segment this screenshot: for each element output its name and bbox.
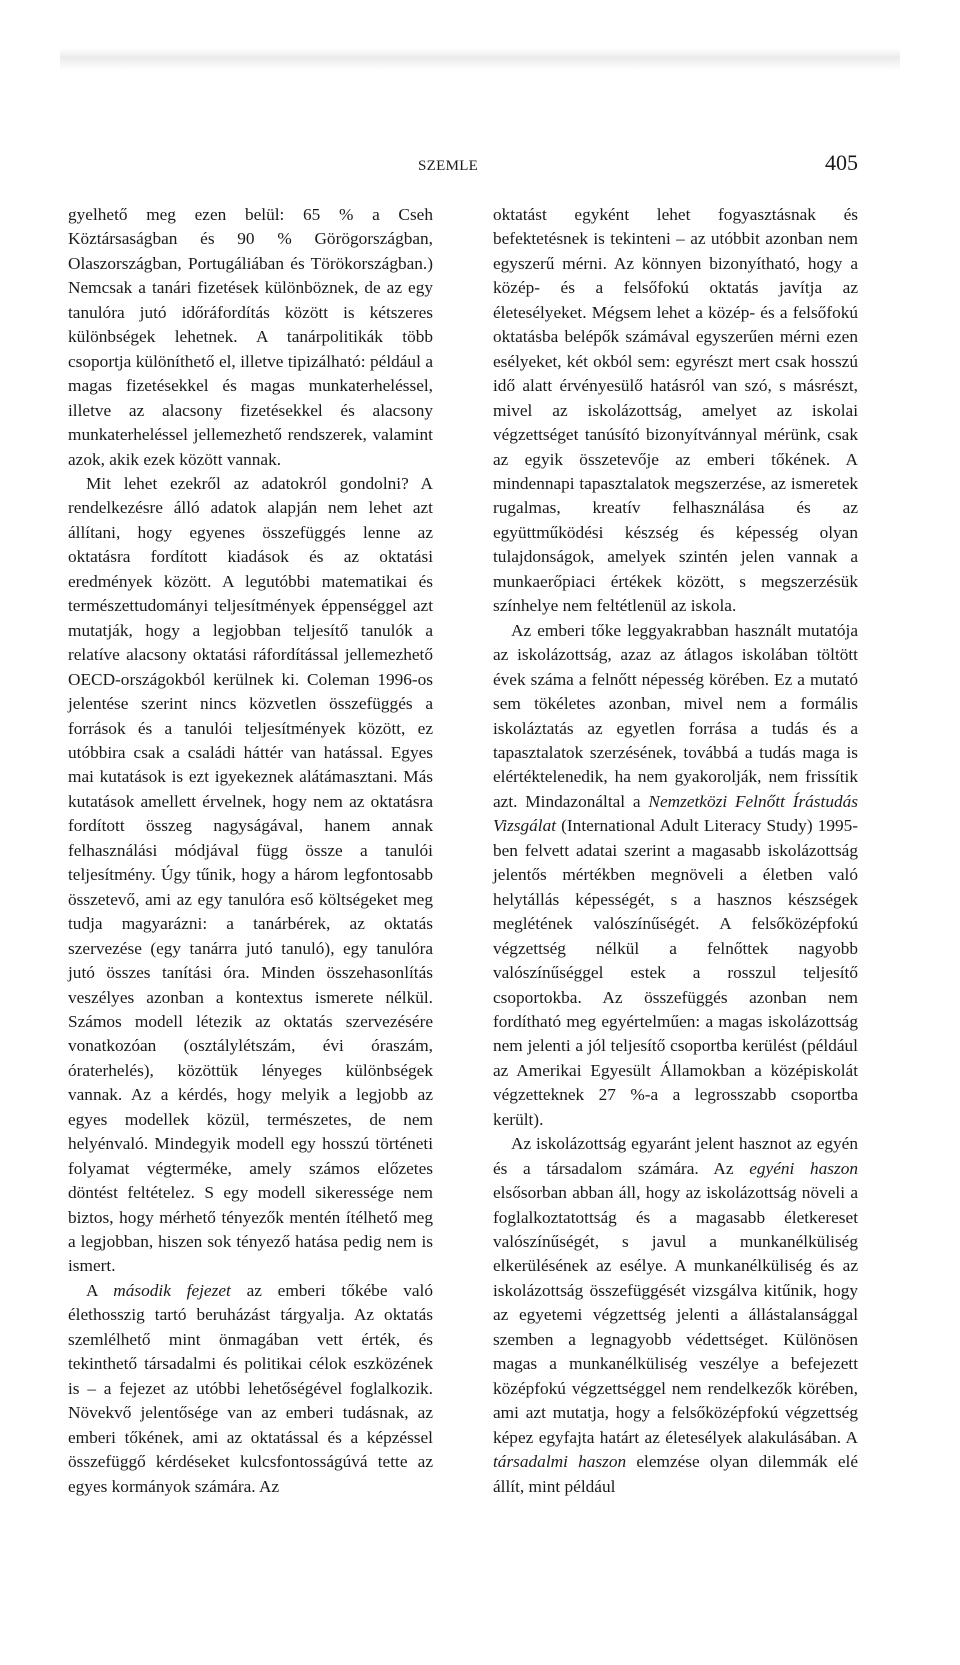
text-run: (International Adult Literacy Study) 1995-ben felvett adatai szerint a magasabb iskolázottság jelentős mértékben megnöveli a életben való helytállás képességét, s a hasznos készségek meglétének valószínűségét. A felsőközépfokú végzettség nélkül a felnőttek nagyobb valószínűséggel estek a rosszul teljesítő csoportokba. Az összefüggés azonban nem fordítható meg egyértelműen: a magas iskolázottság nem jelenti a jól teljesítő csoportba kerülést (például az Amerikai Egyesült Államokban a középiskolát végzetteknek 27 %-a a legrosszabb csoportba került). <box>493 816 858 1129</box>
text-run: elemzése olyan dilemmák elé állít, mint például <box>493 1452 858 1496</box>
paragraph: oktatást egyként lehet fogyasztásnak és befektetésnek is tekinteni – az utóbbit azonban nem egyszerű mérni. Az könnyen bizonyítható, hogy a közép- és a felsőfokú oktatás javítja az életesélyeket. Mégsem lehet a közép- és a felsőfokú oktatásba belépők számával egyszerűen mérni ezen esélyeket, két okból sem: egyrészt mert csak hosszú idő alatt érvényesülő hatásról van szó, s másrészt, mivel az iskolázottság, amelyet az iskolai végzettséget tanúsító bizonyítvánnyal mérünk, csak az egyik összetevője az emberi tőkének. A mindennapi tapasztalatok megszerzése, az ismeretek rugalmas, kreatív felhasználása és az együttműködési készség és képesség olyan tulajdonságok, amelyek szintén jelen vannak a munkaerőpiaci értékek között, s megszerzésük színhelye nem feltétlenül az iskola. <box>493 205 858 616</box>
paragraph <box>493 1132 858 1499</box>
paragraph: Mit lehet ezekről az adatokról gondolni? A rendelkezésre álló adatok alapján nem lehet azt állítani, hogy egyenes összefüggés lenne az oktatásra fordított kiadások és az oktatási eredmények között. A legutóbbi matematikai és természettudományi teljesítmények éppenséggel azt mutatják, hogy a legjobban teljesítő tanulók a relatíve alacsony oktatási ráfordítással jellemezhető OECD-országokból kerülnek ki. Coleman 1996-os jelentése szerint nincs közvetlen összefüggés a források és a tanulói teljesítmények között, ez utóbbira csak a családi háttér van hatással. Egyes mai kutatások is ezt igyekeznek alátámasztani. Más kutatások amellett érvelnek, hogy nem az oktatásra fordított összeg nagyságával, hanem annak felhasználási módjával függ össze a tanulói teljesítmény. Úgy tűnik, hogy a három legfontosabb összetevő, ami az egy tanulóra eső költségeket meg tudja magyarázni: a tanárbérek, az oktatás szervezése (egy tanárra jutó tanuló), egy tanulóra jutó összes tanítási óra. Minden összehasonlítás veszélyes azonban a kontextus ismerete nélkül. Számos modell létezik az oktatás szervezésére vonatkozóan (osztálylétszám, évi óraszám, óraterhelés), közöttük lényeges különbségek vannak. Az a kérdés, hogy melyik a legjobb az egyes modellek közül, természetes, de nem helyénvaló. Mindegyik modell egy hosszú történeti folyamat végterméke, amely számos előzetes döntést feltételez. S egy modell sikeressége nem biztos, hogy mérhető tényezők mentén ítélhető meg a legjobban, hiszen sok tényező hatása pedig nem is ismert. <box>68 473 433 1276</box>
text-run: az emberi tőkébe való élethosszig tartó beruházást tárgyalja. Az oktatás szemlélhető mint önmagában vett érték, és tekinthető társadalmi és politikai célok eszközének is – a fejezet az utóbbi lehetőségével foglalkozik. Növekvő jelentősége van az emberi tudásnak, az emberi tőkének, ami az oktatással és a képzéssel összefüggő kérdéseket kulcsfontosságúvá tette az egyes kormányok számára. Az <box>68 1280 434 1496</box>
text-run: Az iskolázottság egyaránt jelent hasznot az egyén és a társadalom számára. Az <box>493 1134 858 1178</box>
emphasis-text: egyéni haszon <box>749 1158 858 1178</box>
text-run: elsősorban abban áll, hogy az iskolázottság növeli a foglalkoztatottság és a magasabb életkereset valószínűségét, s javul a munkanélküliség elkerülésének az esélye. A munkanélküliség és az iskolázottság összefüggését vizsgálva kitűnik, hogy az egyetemi végzettség jelenti a állástalansággal szemben a legnagyobb védettséget. Különösen magas a munkanélküliség veszélye a befejezett középfokú végzettséggel nem rendelkezők körében, ami azt mutatja, hogy a felsőközépfokú végzettség képez egyfajta határt az életesélyek alakulásában. A <box>493 1183 858 1447</box>
running-title: SZEMLE <box>418 158 479 174</box>
paragraph <box>68 1279 433 1499</box>
emphasis-text: második fejezet <box>113 1280 231 1300</box>
right-column <box>493 203 858 1499</box>
page-header <box>68 150 858 186</box>
scan-artifact-band <box>60 48 900 70</box>
paragraph: gyelhető meg ezen belül: 65 % a Cseh Köztársaságban és 90 % Görögországban, Olaszországban, Portugáliában és Törökországban.) Nemcsak a tanári fizetések különböznek, de az egy tanulóra jutó időráfordítás között is kétszeres különbségek lehetnek. A tanárpolitikák több csoportja különíthető el, illetve tipizálható: például a magas fizetésekkel és magas munkaterheléssel, illetve az alacsony fizetésekkel és alacsony munkaterheléssel jellemezhető rendszerek, valamint azok, akik ezek között vannak. <box>68 205 433 469</box>
emphasis-text: társadalmi haszon <box>493 1452 627 1472</box>
left-column <box>68 203 433 1499</box>
text-run: A <box>86 1280 114 1300</box>
page-number: 405 <box>825 150 858 175</box>
paragraph <box>493 619 858 1133</box>
text-run: Az emberi tőke leggyakrabban használt mutatója az iskolázottság, azaz az átlagos iskolában töltött évek száma a felnőtt népesség körében. Ez a mutató sem tökéletes azonban, mivel nem a formális iskoláztatás az egyetlen forrása a tudás és a tapasztalatok szerzésének, továbbá a tudás maga is elértéktelenedik, ha nem gyakorolják, nem frissítik azt. Mindazonáltal a <box>493 620 858 811</box>
emphasis-text: Nemzetközi Felnőtt Írástudás Vizsgálat <box>493 791 858 836</box>
